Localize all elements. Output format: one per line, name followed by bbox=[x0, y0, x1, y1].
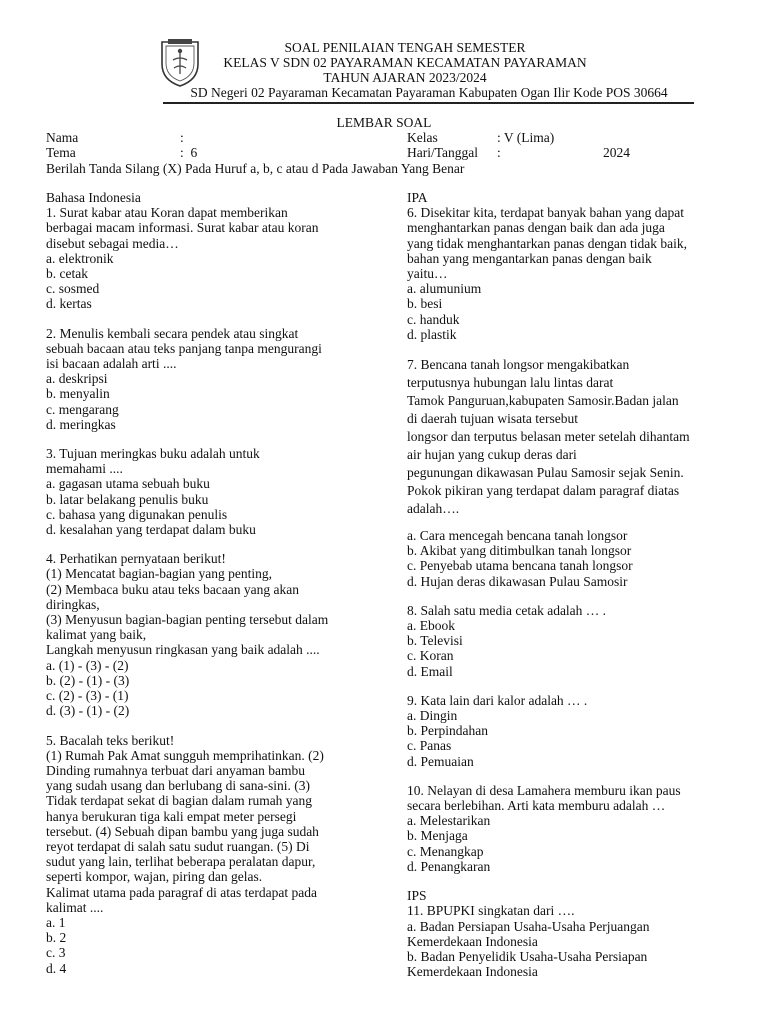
question-line: memahami .... bbox=[46, 461, 123, 477]
question-line: 1. Surat kabar atau Koran dapat memberikan bbox=[46, 205, 288, 221]
question-4 bbox=[46, 551, 371, 718]
question-line: Kemerdekaan Indonesia bbox=[407, 964, 538, 980]
question-8 bbox=[407, 603, 727, 679]
hari-separator: : bbox=[497, 145, 501, 160]
question-line: 8. Salah satu media cetak adalah … . bbox=[407, 602, 607, 618]
question-line: b. Perpindahan bbox=[407, 723, 488, 739]
question-line: kalimat yang baik, bbox=[46, 627, 147, 643]
question-line: d. plastik bbox=[407, 326, 457, 342]
year-value: 2024 bbox=[603, 145, 630, 160]
subject-heading: IPS bbox=[407, 888, 427, 904]
kelas-label: Kelas bbox=[407, 130, 438, 145]
question-line: (2) Membaca buku atau teks bacaan yang akan bbox=[46, 581, 300, 597]
question-2 bbox=[46, 326, 371, 432]
question-line: berbagai macam informasi. Surat kabar atau koran bbox=[46, 220, 319, 236]
question-line: b. besi bbox=[407, 296, 443, 312]
kelas-value: : V (Lima) bbox=[497, 130, 555, 145]
question-line: reyot terdapat di salah satu sudut ruangan. (5) Di bbox=[46, 838, 310, 854]
question-line: a. deskripsi bbox=[46, 371, 108, 387]
question-line: c. (2) - (3) - (1) bbox=[46, 688, 129, 704]
header-class: KELAS V SDN 02 PAYARAMAN KECAMATAN PAYARAMAN bbox=[223, 55, 587, 70]
question-line: kalimat .... bbox=[46, 899, 104, 915]
header-title: SOAL PENILAIAN TENGAH SEMESTER bbox=[284, 40, 526, 55]
question-line: c. Penyebab utama bencana tanah longsor bbox=[407, 558, 633, 574]
question-line: 4. Perhatikan pernyataan berikut! bbox=[46, 551, 226, 567]
question-line: a. gagasan utama sebuah buku bbox=[46, 476, 210, 492]
question-line: c. Koran bbox=[407, 648, 454, 664]
question-line: tersebut. (4) Sebuah dipan bambu yang juga sudah bbox=[46, 823, 319, 839]
header-year: TAHUN AJARAN 2023/2024 bbox=[323, 70, 487, 85]
question-line: (1) Mencatat bagian-bagian yang penting, bbox=[46, 566, 273, 582]
question-line: secara berlebihan. Arti kata memburu adalah … bbox=[407, 798, 666, 814]
question-10 bbox=[407, 783, 727, 874]
question-line: Pokok pikiran yang terdapat dalam paragraf diatas bbox=[407, 483, 680, 499]
question-line: 6. Disekitar kita, terdapat banyak bahan yang dapat bbox=[407, 205, 685, 221]
question-line: terputusnya hubungan lalu lintas darat bbox=[407, 375, 614, 391]
question-line: a. elektronik bbox=[46, 250, 114, 266]
subject-heading: IPA bbox=[407, 190, 428, 205]
question-line: d. kesalahan yang terdapat dalam buku bbox=[46, 522, 256, 538]
question-line: longsor dan terputus belasan meter setelah dihantam bbox=[407, 429, 690, 445]
question-line: a. Dingin bbox=[407, 708, 458, 724]
tema-value: : 6 bbox=[180, 145, 198, 160]
question-line: c. sosmed bbox=[46, 281, 100, 297]
question-line: bahan yang mengantarkan panas dengan baik bbox=[407, 250, 652, 266]
question-line: d. kertas bbox=[46, 296, 92, 312]
question-line: d. Penangkaran bbox=[407, 858, 491, 874]
question-line: b. latar belakang penulis buku bbox=[46, 491, 209, 507]
sheet-title: LEMBAR SOAL bbox=[336, 115, 432, 130]
question-line: c. Menangkap bbox=[407, 843, 484, 859]
question-line: 10. Nelayan di desa Lamahera memburu ikan paus bbox=[407, 782, 681, 798]
question-line: c. handuk bbox=[407, 311, 460, 327]
question-line: (1) Rumah Pak Amat sungguh memprihatinkan. (2) bbox=[46, 747, 324, 763]
header-divider bbox=[163, 102, 694, 104]
question-line: b. Badan Penyelidik Usaha-Usaha Persiapan bbox=[407, 948, 648, 964]
question-6 bbox=[407, 205, 727, 342]
question-line: sebuah bacaan atau teks panjang tanpa mengurangi bbox=[46, 340, 322, 356]
question-line: Dinding rumahnya terbuat dari anyaman bambu bbox=[46, 762, 306, 778]
question-line: 3. Tujuan meringkas buku adalah untuk bbox=[46, 446, 260, 462]
question-line: disebut sebagai media… bbox=[46, 235, 179, 251]
instruction: Berilah Tanda Silang (X) Pada Huruf a, b, c atau d Pada Jawaban Yang Benar bbox=[46, 161, 465, 176]
question-line: adalah…. bbox=[407, 501, 460, 517]
question-line: b. 2 bbox=[46, 930, 67, 946]
question-line: d. Pemuaian bbox=[407, 753, 474, 769]
question-line: a. Melestarikan bbox=[407, 813, 491, 829]
question-line: yaitu… bbox=[407, 266, 448, 282]
question-line: menghantarkan panas dengan baik dan ada juga bbox=[407, 220, 665, 236]
question-line: c. Panas bbox=[407, 738, 452, 754]
question-line: a. Ebook bbox=[407, 618, 455, 634]
question-line: sudut yang lain, terlihat beberapa peralatan dapur, bbox=[46, 854, 316, 870]
question-line: b. Akibat yang ditimbulkan tanah longsor bbox=[407, 543, 632, 559]
question-line: 5. Bacalah teks berikut! bbox=[46, 732, 175, 748]
tema-label: Tema bbox=[46, 145, 76, 160]
question-line: b. menyalin bbox=[46, 386, 110, 402]
question-7-options bbox=[407, 528, 727, 589]
question-line: 9. Kata lain dari kalor adalah … . bbox=[407, 692, 588, 708]
question-5 bbox=[46, 733, 371, 976]
question-9 bbox=[407, 693, 727, 769]
question-line: 11. BPUPKI singkatan dari …. bbox=[407, 903, 575, 919]
question-line: hanya berukuran tiga kali empat meter persegi bbox=[46, 808, 297, 824]
question-line: diringkas, bbox=[46, 596, 100, 612]
right-column bbox=[407, 190, 727, 979]
question-line: d. Email bbox=[407, 663, 453, 679]
question-11 bbox=[407, 903, 727, 979]
question-3 bbox=[46, 446, 371, 537]
question-line: Langkah menyusun ringkasan yang baik adalah .... bbox=[46, 642, 320, 658]
question-line: b. Televisi bbox=[407, 633, 463, 649]
question-line: b. Menjaga bbox=[407, 828, 468, 844]
question-line: d. meringkas bbox=[46, 416, 116, 432]
nama-label: Nama bbox=[46, 130, 79, 145]
question-line: b. (2) - (1) - (3) bbox=[46, 672, 130, 688]
question-line: c. 3 bbox=[46, 945, 66, 961]
hari-label: Hari/Tanggal bbox=[407, 145, 479, 160]
question-line: 7. Bencana tanah longsor mengakibatkan bbox=[407, 357, 630, 373]
question-7 bbox=[407, 356, 727, 518]
question-line: Kemerdekaan Indonesia bbox=[407, 933, 538, 949]
question-line: yang sudah usang dan berlubang di sana-sini. (3) bbox=[46, 778, 310, 794]
question-line: b. cetak bbox=[46, 266, 88, 282]
question-line: d. (3) - (1) - (2) bbox=[46, 703, 130, 719]
question-line: a. (1) - (3) - (2) bbox=[46, 657, 129, 673]
question-line: c. mengarang bbox=[46, 401, 119, 417]
question-line: air hujan yang cukup deras dari bbox=[407, 447, 577, 463]
question-line: Kalimat utama pada paragraf di atas terdapat pada bbox=[46, 884, 317, 900]
question-line: c. bahasa yang digunakan penulis bbox=[46, 506, 228, 522]
question-1 bbox=[46, 205, 371, 311]
question-line: seperti kompor, wajan, piring dan gelas. bbox=[46, 869, 263, 885]
question-line: a. 1 bbox=[46, 914, 66, 930]
question-line: yang tidak menghantarkan panas dengan tidak baik, bbox=[407, 235, 688, 251]
question-line: Tamok Panguruan,kabupaten Samosir.Badan jalan bbox=[407, 393, 679, 409]
question-line: isi bacaan adalah arti .... bbox=[46, 356, 177, 372]
question-line: (3) Menyusun bagian-bagian penting tersebut dalam bbox=[46, 612, 329, 628]
question-line: pegunungan dikawasan Pulau Samosir sejak Senin. bbox=[407, 465, 684, 481]
question-line: di daerah tujuan wisata tersebut bbox=[407, 411, 578, 427]
question-line: a. Cara mencegah bencana tanah longsor bbox=[407, 528, 628, 544]
question-line: a. alumunium bbox=[407, 281, 482, 297]
question-line: 2. Menulis kembali secara pendek atau singkat bbox=[46, 325, 299, 341]
question-line: Tidak terdapat sekat di bagian dalam rumah yang bbox=[46, 793, 313, 809]
header-address: SD Negeri 02 Payaraman Kecamatan Payaraman Kabupaten Ogan Ilir Kode POS 30664 bbox=[190, 85, 668, 100]
left-column bbox=[46, 190, 371, 976]
question-line: d. Hujan deras dikawasan Pulau Samosir bbox=[407, 573, 628, 589]
nama-separator: : bbox=[180, 130, 184, 145]
question-line: a. Badan Persiapan Usaha-Usaha Perjuangan bbox=[407, 918, 650, 934]
question-line: d. 4 bbox=[46, 960, 67, 976]
subject-heading: Bahasa Indonesia bbox=[46, 190, 141, 205]
